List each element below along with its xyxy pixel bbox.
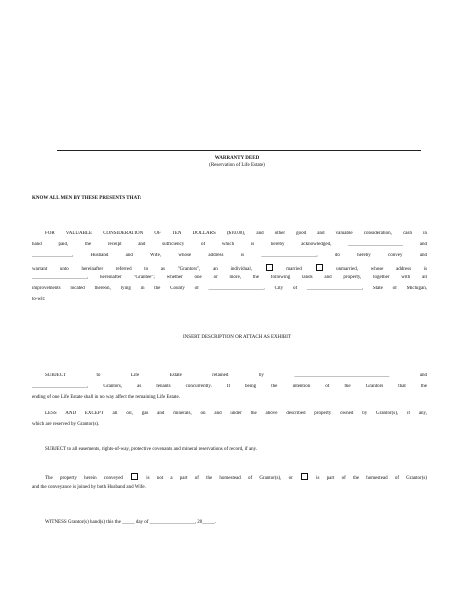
para2-line-1: SUBJECT to Life Estate retained by ______________________________________ and [45, 373, 427, 378]
top-rule [57, 150, 421, 151]
deed-title: WARRANTY DEED [214, 156, 260, 161]
deed-subtitle: (Reservation of Life Estate) [209, 163, 265, 168]
married-option: married [265, 267, 302, 272]
para4: SUBJECT to all easements, rights-of-way, protective covenants and mineral reservations of record, if any. [45, 447, 258, 452]
witness-line: WITNESS Grantor(s) hand(s) this the _____ day of __________________, 20_____. [45, 520, 216, 525]
insert-description-label: INSERT DESCRIPTION OR ATTACH AS EXHIBIT [183, 335, 291, 340]
homestead-option: is part of the homestead of Grantor(s) [300, 476, 427, 481]
know-all-heading: KNOW ALL MEN BY THESE PRESENTS THAT: [32, 196, 142, 201]
homestead-checkbox[interactable] [301, 473, 308, 480]
unmarried-option: unmarried, whose address is [315, 267, 428, 272]
para1-line-1: FOR VALUABLE CONSIDERATION OF TEN DOLLARS ($10.00), and other good and valuable consideration, cash in [45, 231, 427, 236]
para2-line-3: ending of one Life Estate shall in no way affect the remaining Life Estate. [32, 395, 180, 400]
para1-line-3: ________________, Husband and Wife, whose address is ______________________, do hereby convey and [32, 253, 427, 258]
para1-line-2: hand paid, the receipt and sufficiency of which is hereby acknowledged, ______________________ and [32, 242, 427, 247]
not-homestead-option: is not a part of the homestead of Grantor(s), or [130, 476, 293, 481]
not-homestead-checkbox[interactable] [131, 473, 138, 480]
para1-line-4-text: warrant unto hereinafter referred to as "Grantors", an individual, [32, 267, 252, 272]
para3-line-2: which are reserved by Grantor(s). [32, 422, 100, 427]
para5-line-1: The property herein conveyed is not a part of the homestead of Grantor(s), or is part of the homestead of Grantor(s) [45, 473, 427, 482]
unmarried-checkbox[interactable] [316, 264, 323, 271]
para1-line-5: ______________________, hereinafter "Grantee"; whether one or more, the following lands and property, together with all [32, 275, 427, 280]
married-checkbox[interactable] [266, 264, 273, 271]
para2-line-2: ______________________, Grantors, as tenants concurrently. It being the intention of the Grantors that the [32, 384, 427, 389]
para1-line-7: to-wit: [32, 297, 46, 302]
para1-line-6: improvements located thereon, lying in the County of ______________________, City of ______________________, State of Michigan, [32, 286, 427, 291]
para1-line-4 [32, 264, 427, 273]
para3-line-1: LESS AND EXCEPT all oil, gas and minerals, on and under the above described property owned by Grantor(s), if any, [45, 411, 427, 416]
para5-line-2: and the conveyance is joined by both Husband and Wife. [32, 485, 146, 490]
